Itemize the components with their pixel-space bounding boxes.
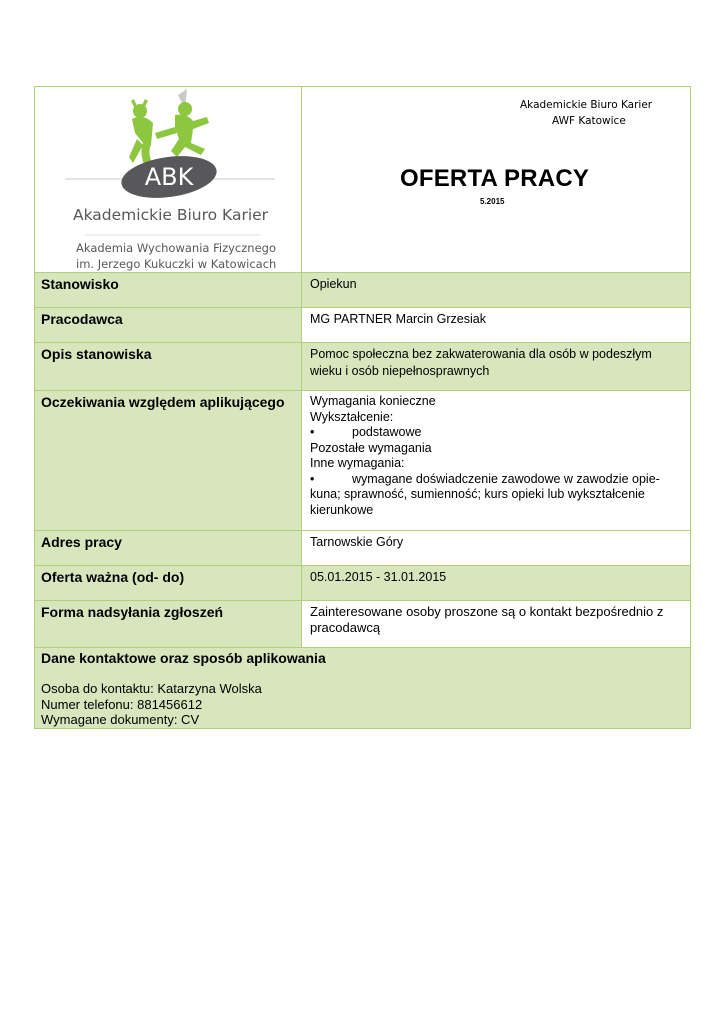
logo-cell xyxy=(35,87,302,273)
row-pracodawca xyxy=(35,308,691,343)
requirement-continued: kierunkowe xyxy=(310,502,374,517)
svg-text:ABK: ABK xyxy=(144,163,194,191)
value-opis: Pomoc społeczna bez zakwaterowania dla osób w podeszłym wieku i osób niepełnosprawnych xyxy=(302,343,691,391)
label-stanowisko: Stanowisko xyxy=(35,273,302,308)
title-cell xyxy=(302,87,691,273)
org-unit: AWF Katowice xyxy=(552,115,626,127)
header-row xyxy=(35,87,691,273)
requirement-continued: kuna; sprawność, sumienność; kurs opieki lub wykształcenie xyxy=(310,487,645,501)
list-item xyxy=(310,425,684,441)
value-oferta: 05.01.2015 - 31.01.2015 xyxy=(302,566,691,601)
org-name: Akademickie Biuro Karier xyxy=(520,99,653,111)
job-offer-document xyxy=(34,86,690,729)
row-adres xyxy=(35,531,691,566)
label-adres: Adres pracy xyxy=(35,531,302,566)
svg-text:Akademickie Biuro Karier: Akademickie Biuro Karier xyxy=(73,206,269,224)
value-pracodawca: MG PARTNER Marcin Grzesiak xyxy=(302,308,691,343)
offer-number: 5.2015 xyxy=(480,197,505,206)
value-oczekiwania xyxy=(302,391,691,531)
bullet-mark: • xyxy=(310,471,315,486)
row-contact xyxy=(35,648,691,729)
required-documents: Wymagane dokumenty: CV xyxy=(41,712,200,727)
extra-requirements-label: Inne wymagania: xyxy=(310,456,405,470)
value-adres: Tarnowskie Góry xyxy=(302,531,691,566)
contact-person: Osoba do kontaktu: Katarzyna Wolska xyxy=(41,681,262,696)
experience-requirement: wymagane doświadczenie zawodowe w zawodzie opie- xyxy=(352,471,660,486)
row-forma xyxy=(35,601,691,648)
page-title: OFERTA PRACY xyxy=(400,165,590,192)
bullet-mark: • xyxy=(310,425,315,439)
jumping-figures-icon xyxy=(129,89,209,167)
list-item xyxy=(310,472,684,488)
education-label: Wykształcenie: xyxy=(310,409,394,424)
svg-text:Akademia Wychowania Fizycznego: Akademia Wychowania Fizycznego xyxy=(76,241,276,255)
svg-text:im. Jerzego Kukuczki w Katowic: im. Jerzego Kukuczki w Katowicach xyxy=(76,257,277,271)
row-opis xyxy=(35,343,691,391)
other-requirements-label: Pozostałe wymagania xyxy=(310,440,432,455)
contact-phone: Numer telefonu: 881456612 xyxy=(41,696,203,712)
abk-ellipse-mark xyxy=(65,151,275,204)
row-oczekiwania xyxy=(35,391,691,531)
row-oferta xyxy=(35,566,691,601)
label-oferta: Oferta ważna (od- do) xyxy=(35,566,302,601)
value-forma: Zainteresowane osoby proszone są o kontakt bezpośrednio z pracodawcą xyxy=(302,601,691,648)
row-stanowisko xyxy=(35,273,691,308)
label-forma: Forma nadsyłania zgłoszeń xyxy=(35,601,302,648)
education-value: podstawowe xyxy=(352,425,422,439)
offer-table xyxy=(34,86,691,729)
contact-heading: Dane kontaktowe oraz sposób aplikowania xyxy=(41,650,326,666)
label-opis: Opis stanowiska xyxy=(35,343,302,391)
abk-logo xyxy=(35,87,302,272)
value-stanowisko: Opiekun xyxy=(302,273,691,308)
requirements-heading: Wymagania konieczne xyxy=(310,394,436,408)
contact-cell xyxy=(35,648,691,729)
label-pracodawca: Pracodawca xyxy=(35,308,302,343)
label-oczekiwania: Oczekiwania względem aplikującego xyxy=(35,391,302,531)
